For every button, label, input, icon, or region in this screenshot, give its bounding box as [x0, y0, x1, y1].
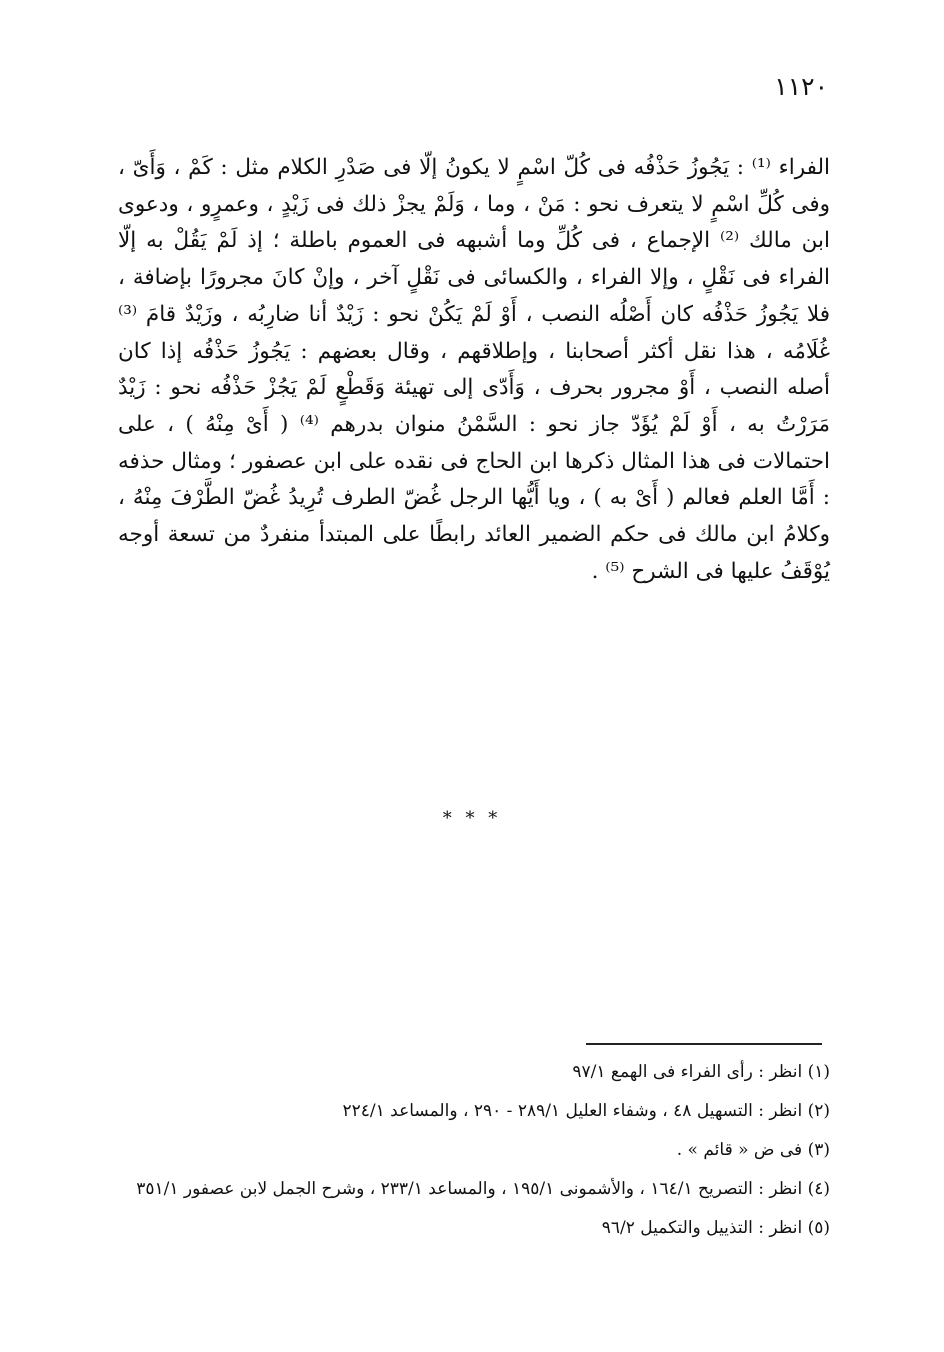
footnote-5	[118, 1214, 830, 1243]
footnotes	[118, 1058, 830, 1253]
footnote-3	[118, 1136, 830, 1165]
body-paragraph: الفراء ⁽¹⁾ : يَجُوزُ حَذْفُه فى كُلّ اسْمٍ لا يكونُ إلّا فى صَدْرِ الكلام مثل : كَمْ ، وَأَىّ ، وفى كُلِّ اسْمٍ لا يتعرف نحو : مَنْ ، وما ، وَلَمْ يجزْ ذلك فى زَيْدٍ ، وعمرٍو ، ودعوى ابن مالك ⁽²⁾ الإجماع ، فى كُلِّ وما أشبهه فى العموم باطلة ؛ إذ لَمْ يَقُلْ به إلّا الفراء فى نَقْلٍ ، وإلا الفراء ، والكسائى فى نَقْلٍ آخر ، وإنْ كانَ مجرورًا بإضافة ، فلا يَجُوزُ حَذْفُه كان أَصْلُه النصب ، أَوْ لَمْ يَكُنْ نحو : زَيْدٌ أنا ضارِبُه ، وزَيْدٌ قامَ ⁽³⁾ غُلَامُه ، هذا نقل أكثر أصحابنا ، وإطلاقهم ، وقال بعضهم : يَجُوزُ حَذْفُه إذا كان أصله النصب ، أَوْ مجرور بحرف ، وَأَدّى إلى تهيئة وَقَطْعٍ لَمْ يَجُزْ حَذْفُه نحو : زَيْدٌ مَرَرْتُ به ، أَوْ لَمْ يُؤَدّ جاز نحو : السَّمْنُ منوان بدرهم ⁽⁴⁾ ( أَىْ مِنْهُ ) ، على احتمالات فى هذا المثال ذكرها ابن الحاج فى نقده على ابن عصفور ؛ ومثال حذفه : أَمَّا العلم فعالم ( أَىْ به ) ، ويا أَيُّها الرجل غُضّ الطرف تُرِيدُ غُضّ الطَّرْفَ مِنْهُ ، وكلامُ ابن مالك فى حكم الضمير العائد رابطًا على المبتدأ منفردٌ من تسعة أوجه يُوْقَفُ عليها فى الشرح ⁽⁵⁾ .	[118, 155, 831, 584]
footnote-divider	[586, 1043, 822, 1045]
footnote-4	[118, 1175, 830, 1204]
footnote-2	[118, 1097, 830, 1126]
footnote-text: (٣) فى ض « قائم » .	[676, 1140, 830, 1160]
footnote-1	[118, 1058, 830, 1087]
footnote-text: (٥) انظر : التذييل والتكميل ٩٦/٢	[601, 1218, 830, 1238]
section-separator: * * *	[442, 808, 502, 829]
page-number: ١١٢٠	[774, 72, 828, 101]
footnote-text: (١) انظر : رأى الفراء فى الهمع ٩٧/١	[572, 1062, 830, 1082]
footnote-text: (٢) انظر : التسهيل ٤٨ ، وشفاء العليل ٢٨٩/١ - ٢٩٠ ، والمساعد ٢٢٤/١	[342, 1101, 830, 1121]
footnote-text: (٤) انظر : التصريح ١٦٤/١ ، والأشمونى ١٩٥/١ ، والمساعد ٢٣٣/١ ، وشرح الجمل لابن عصفور ٣٥١/١	[136, 1179, 830, 1199]
main-text	[118, 150, 830, 590]
